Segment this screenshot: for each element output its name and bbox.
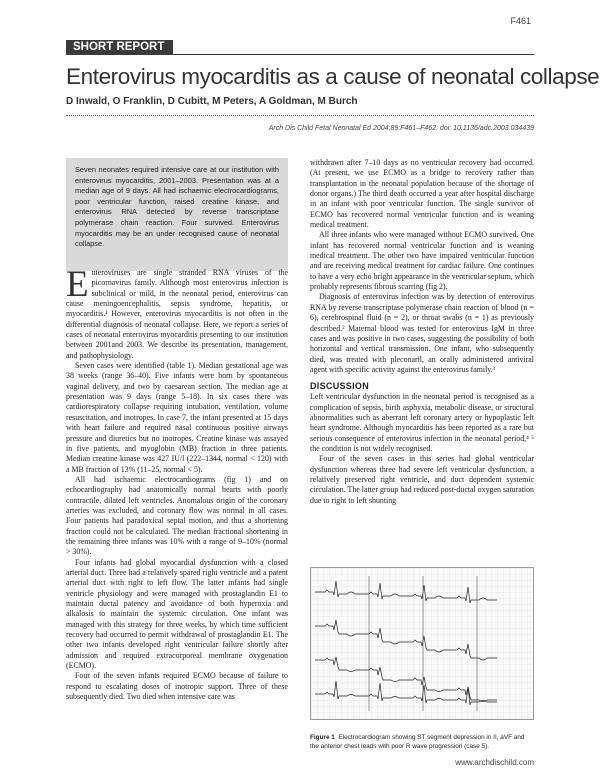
intro-text: nteroviruses are single stranded RNA viruses of the picornavirus family. Although most enterovirus infection is subclinical or mild, in the neonatal period, enterovirus can cause meningoencephalitis, sepsis syndrome, hepatitis, or myocarditis.¹ However, enterovirus myocarditis is not often in the differential diagnosis of neonatal collapse. Here, we report a series of cases of neonatal enterovirus myocarditis presenting to our institution between 2001and 2003. We describe its presentation, management, and pathophysiology.: [66, 268, 288, 360]
section-rule: [173, 54, 534, 55]
intro-paragraph: [66, 264, 288, 361]
discussion-heading: DISCUSSION: [310, 381, 370, 392]
ecg-trace-image: [311, 568, 533, 719]
left-column: [66, 264, 288, 702]
right-column: [310, 158, 534, 506]
body-paragraph: Four of the seven infants required ECMO because of failure to respond to escalating doses of inotropic support. Three of these subsequently died. Two died when intensive care was: [66, 671, 288, 702]
drop-cap: E: [66, 264, 89, 305]
section-tag: SHORT REPORT: [66, 40, 173, 55]
abstract-box: Seven neonates required intensive care at our institution with enterovirus myocarditis, 2001–2003. Presentation was at a median age of 9 days. All had ischaemic electrocardiograms, poor ventricular function, raised creatine kinase, and enterovirus RNA detected by reverse transcriptase polymerase chain reaction. Four survived. Enterovirus myocarditis may be an under recognised cause of neonatal collapse.: [66, 158, 288, 271]
dotted-divider: [66, 115, 534, 116]
figure-label: Figure 1: [310, 734, 335, 741]
body-paragraph: All three infants who were managed without ECMO survived. One infant has recovered normal ventricular function and is weaning medical treatment. The other two have impaired ventricular function and are receiving medical treatment for cardiac failure. One continues to have a very echo bright appearance in the ventricular septum, which probably represents fibrous scarring (fig 2).: [310, 230, 534, 292]
page-number: F461: [510, 16, 531, 26]
body-paragraph: Diagnosis of enterovirus infection was by detection of enterovirus RNA by reverse transcriptase polymerase chain reaction of blood (n = 6), cerebrospinal fluid (n = 2), or throat swabs (n = 1) as previously described.² Maternal blood was tested for enterovirus IgM in three cases and was positive in two cases, suggesting the possibility of both horizontal and vertical transmission. One infant, who subsequently died, was treated with pleconaril, an orally administered antiviral agent with specific activity against the enterovirus family.³: [310, 292, 534, 374]
body-paragraph: Seven cases were identified (table 1). Median gestational age was 38 weeks (range 36–40). Five infants were born by spontaneous vaginal delivery, and two by caesarean section. The median age at presentation was 9 days (range 5–18). In six cases there was cardiorespiratory collapse requiring intubation, ventilation, volume resuscitation, and inotropes. In case 7, the infant presented at 15 days with heart failure and required nasal continuous positive airways pressure and diuretics but no inotropes. Creatine kinase was assayed in five patients, and myoglobin (MB) fraction in three patients. Median creatine kinase was 427 IU/l (222–1344, normal < 120) with a MB fraction of 13% (11–25, normal < 5).: [66, 361, 288, 474]
citation-line: Arch Dis Child Fetal Neonatal Ed 2004;89:F461–F462. doi: 10.1136/adc.2003.034439: [268, 125, 534, 132]
article-title: Enterovirus myocarditis as a cause of neonatal collapse: [66, 64, 600, 89]
author-list: D Inwald, O Franklin, D Cubitt, M Peters, A Goldman, M Burch: [66, 96, 358, 107]
body-paragraph: Four of the seven cases in this series had global ventricular dysfunction whereas three had severe left ventricular dysfunction, a relatively preserved right ventricle, and duct dependent systemic circulation. The latter group had reduced post-ductal oxygen saturation due to right to left shunting: [310, 454, 535, 505]
body-paragraph: Left ventricular dysfunction in the neonatal period is recognised as a complication of sepsis, birth asphyxia, metabolic disease, or structural abnormalities such as aberrant left coronary artery or hypoplastic left heart syndrome. Although myocarditis has been reported as a rare but serious consequence of enterovirus infection in the neonatal period,⁴ ⁵ the condition is not widely recognised.: [310, 392, 534, 453]
footer-website: www.archdischild.com: [455, 758, 534, 767]
body-paragraph: All had ischaemic electrocardiograms (fig 1) and on echocardiography had anatomically normal hearts with poorly contractile, dilated left ventricles. Anomalous origin of the coronary arteries was excluded, and coronary flow was normal in all cases. Four patients had paradoxical septal motion, and thus a shortening fraction could not be calculated. The median fractional shortening in the remaining three infants was 10% with a range of 9–10% (normal > 30%).: [66, 474, 288, 557]
figure-caption: [310, 733, 534, 751]
ecg-figure: [310, 567, 534, 720]
figure-caption-text: Electrocardiogram showing ST segment depression in II, aVF and the anterior chest leads with poor R wave progression (case 5).: [310, 734, 525, 750]
body-paragraph: Four infants had global myocardial dysfunction with a closed arterial duct. Three had a relatively spared right ventricle and a patent arterial duct with right to left flow. The latter infants had single ventricle physiology and were managed with prostaglandin E1 to maintain ductal patency and avoidance of both hyperoxia and alkalosis to maintain the systemic circulation. One infant was managed with this strategy for three weeks, by which time sufficient recovery had occurred to permit withdrawal of prostaglandin E1. The other two infants developed right ventricular failure shortly after admission and required extracorporeal membrane oxygenation (ECMO).: [66, 557, 288, 671]
body-paragraph: withdrawn after 7–10 days as no ventricular recovery had occurred. (At present, we use ECMO as a bridge to recovery rather than transplantation in the neonatal population because of the shortage of donor organs.) The third death occurred a year after hospital discharge in an infant with poor ventricular function. The single survivor of ECMO has recovered normal ventricular function and is weaning medical treatment.: [310, 158, 534, 230]
